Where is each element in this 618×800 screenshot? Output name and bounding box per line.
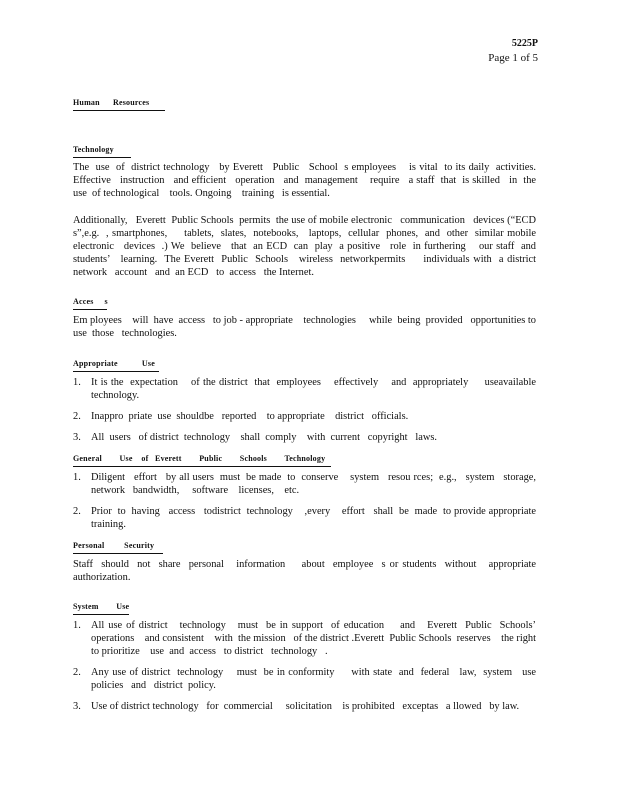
list-item bbox=[73, 431, 536, 444]
personal-security-paragraph: Staff should not share personal information about employee s or students without appropriate authorization. bbox=[73, 559, 539, 583]
list-item bbox=[73, 700, 536, 713]
list-item-text: Any use of district technology must be in conformity with state and federal law, system use policies and district policy. bbox=[91, 667, 539, 691]
technology-label: Technology bbox=[73, 143, 131, 158]
policy-code: 5225P bbox=[511, 38, 538, 49]
list-item-number: 1. bbox=[73, 620, 81, 631]
general-use-label: General Use of Everett Public Schools Technology bbox=[73, 452, 331, 467]
list-item-text: It is the expectation of the district that employees effectively and appropriately useavailable technology. bbox=[91, 377, 539, 401]
list-item-text: All use of district technology must be in support of education and Everett Public Schools’ operations and consistent with the mission of the district .Everett Public Schools reserves the right to prioritize use and access to district technology . bbox=[91, 620, 542, 657]
list-item-text: Inappro priate use shouldbe reported to appropriate district officials. bbox=[91, 411, 409, 422]
section-technology bbox=[73, 143, 544, 279]
list-item-number: 2. bbox=[73, 411, 81, 422]
appropriate-use-list bbox=[73, 376, 539, 444]
technology-paragraph-2: Additionally, Everett Public Schools permits the use of mobile electronic communication devices (“ECD s”,e.g. , smartphones, tablets, slates, notebooks, laptops, cellular phones, and other similar mobile electronic devices .) We believe that an ECD can play a positive role in furthering our staff and students’ learning. The Everett Public Schools wireless networkpermits individuals with a district network account and an ECD to access the Internet. bbox=[73, 215, 544, 278]
section-personal-security bbox=[73, 539, 539, 584]
section-appropriate-use bbox=[73, 357, 539, 444]
access-paragraph: Em ployees will have access to job - appropriate technologies while being provided opportunities to use those technologies. bbox=[73, 315, 539, 339]
list-item-number: 2. bbox=[73, 506, 81, 517]
human-resources-label: Human Resources bbox=[73, 96, 165, 111]
section-system-use bbox=[73, 600, 542, 713]
list-item-number: 2. bbox=[73, 667, 81, 678]
list-item bbox=[73, 619, 542, 658]
section-general-use bbox=[73, 452, 547, 531]
list-item-text: Diligent effort by all users must be made to conserve system resou rces; e.g., system storage, network bandwidth, software licenses, etc. bbox=[91, 472, 539, 496]
list-item bbox=[73, 471, 539, 497]
general-use-list bbox=[73, 471, 547, 531]
section-label-human-resources bbox=[73, 96, 536, 111]
list-item-text: Use of district technology for commercial solicitation is prohibited exceptas a llowed by law. bbox=[91, 701, 520, 712]
list-item bbox=[73, 666, 539, 692]
list-item bbox=[73, 410, 536, 423]
list-item bbox=[73, 505, 547, 531]
list-item-number: 3. bbox=[73, 432, 81, 443]
list-item-number: 1. bbox=[73, 377, 81, 388]
section-access bbox=[73, 295, 539, 340]
list-item-text: All users of district technology shall comply with current copyright laws. bbox=[91, 432, 438, 443]
document-body bbox=[73, 96, 547, 721]
list-item-number: 3. bbox=[73, 701, 81, 712]
technology-paragraph-1: The use of district technology by Everett Public School s employees is vital to its daily activities. Effective instruction and efficient operation and management require a staff that is skilled in the use of technological tools. Ongoing training is essential. bbox=[73, 162, 542, 199]
system-use-list bbox=[73, 619, 542, 713]
system-use-label: System Use bbox=[73, 600, 129, 615]
page-number: Page 1 of 5 bbox=[488, 52, 538, 64]
personal-security-label: Personal Security bbox=[73, 539, 163, 554]
list-item-text: Prior to having access todistrict technology ,every effort shall be made to provide appropriate training. bbox=[91, 506, 547, 530]
list-item bbox=[73, 376, 539, 402]
appropriate-use-label: Appropriate Use bbox=[73, 357, 159, 372]
access-label: Acces s bbox=[73, 295, 107, 310]
list-item-number: 1. bbox=[73, 472, 81, 483]
